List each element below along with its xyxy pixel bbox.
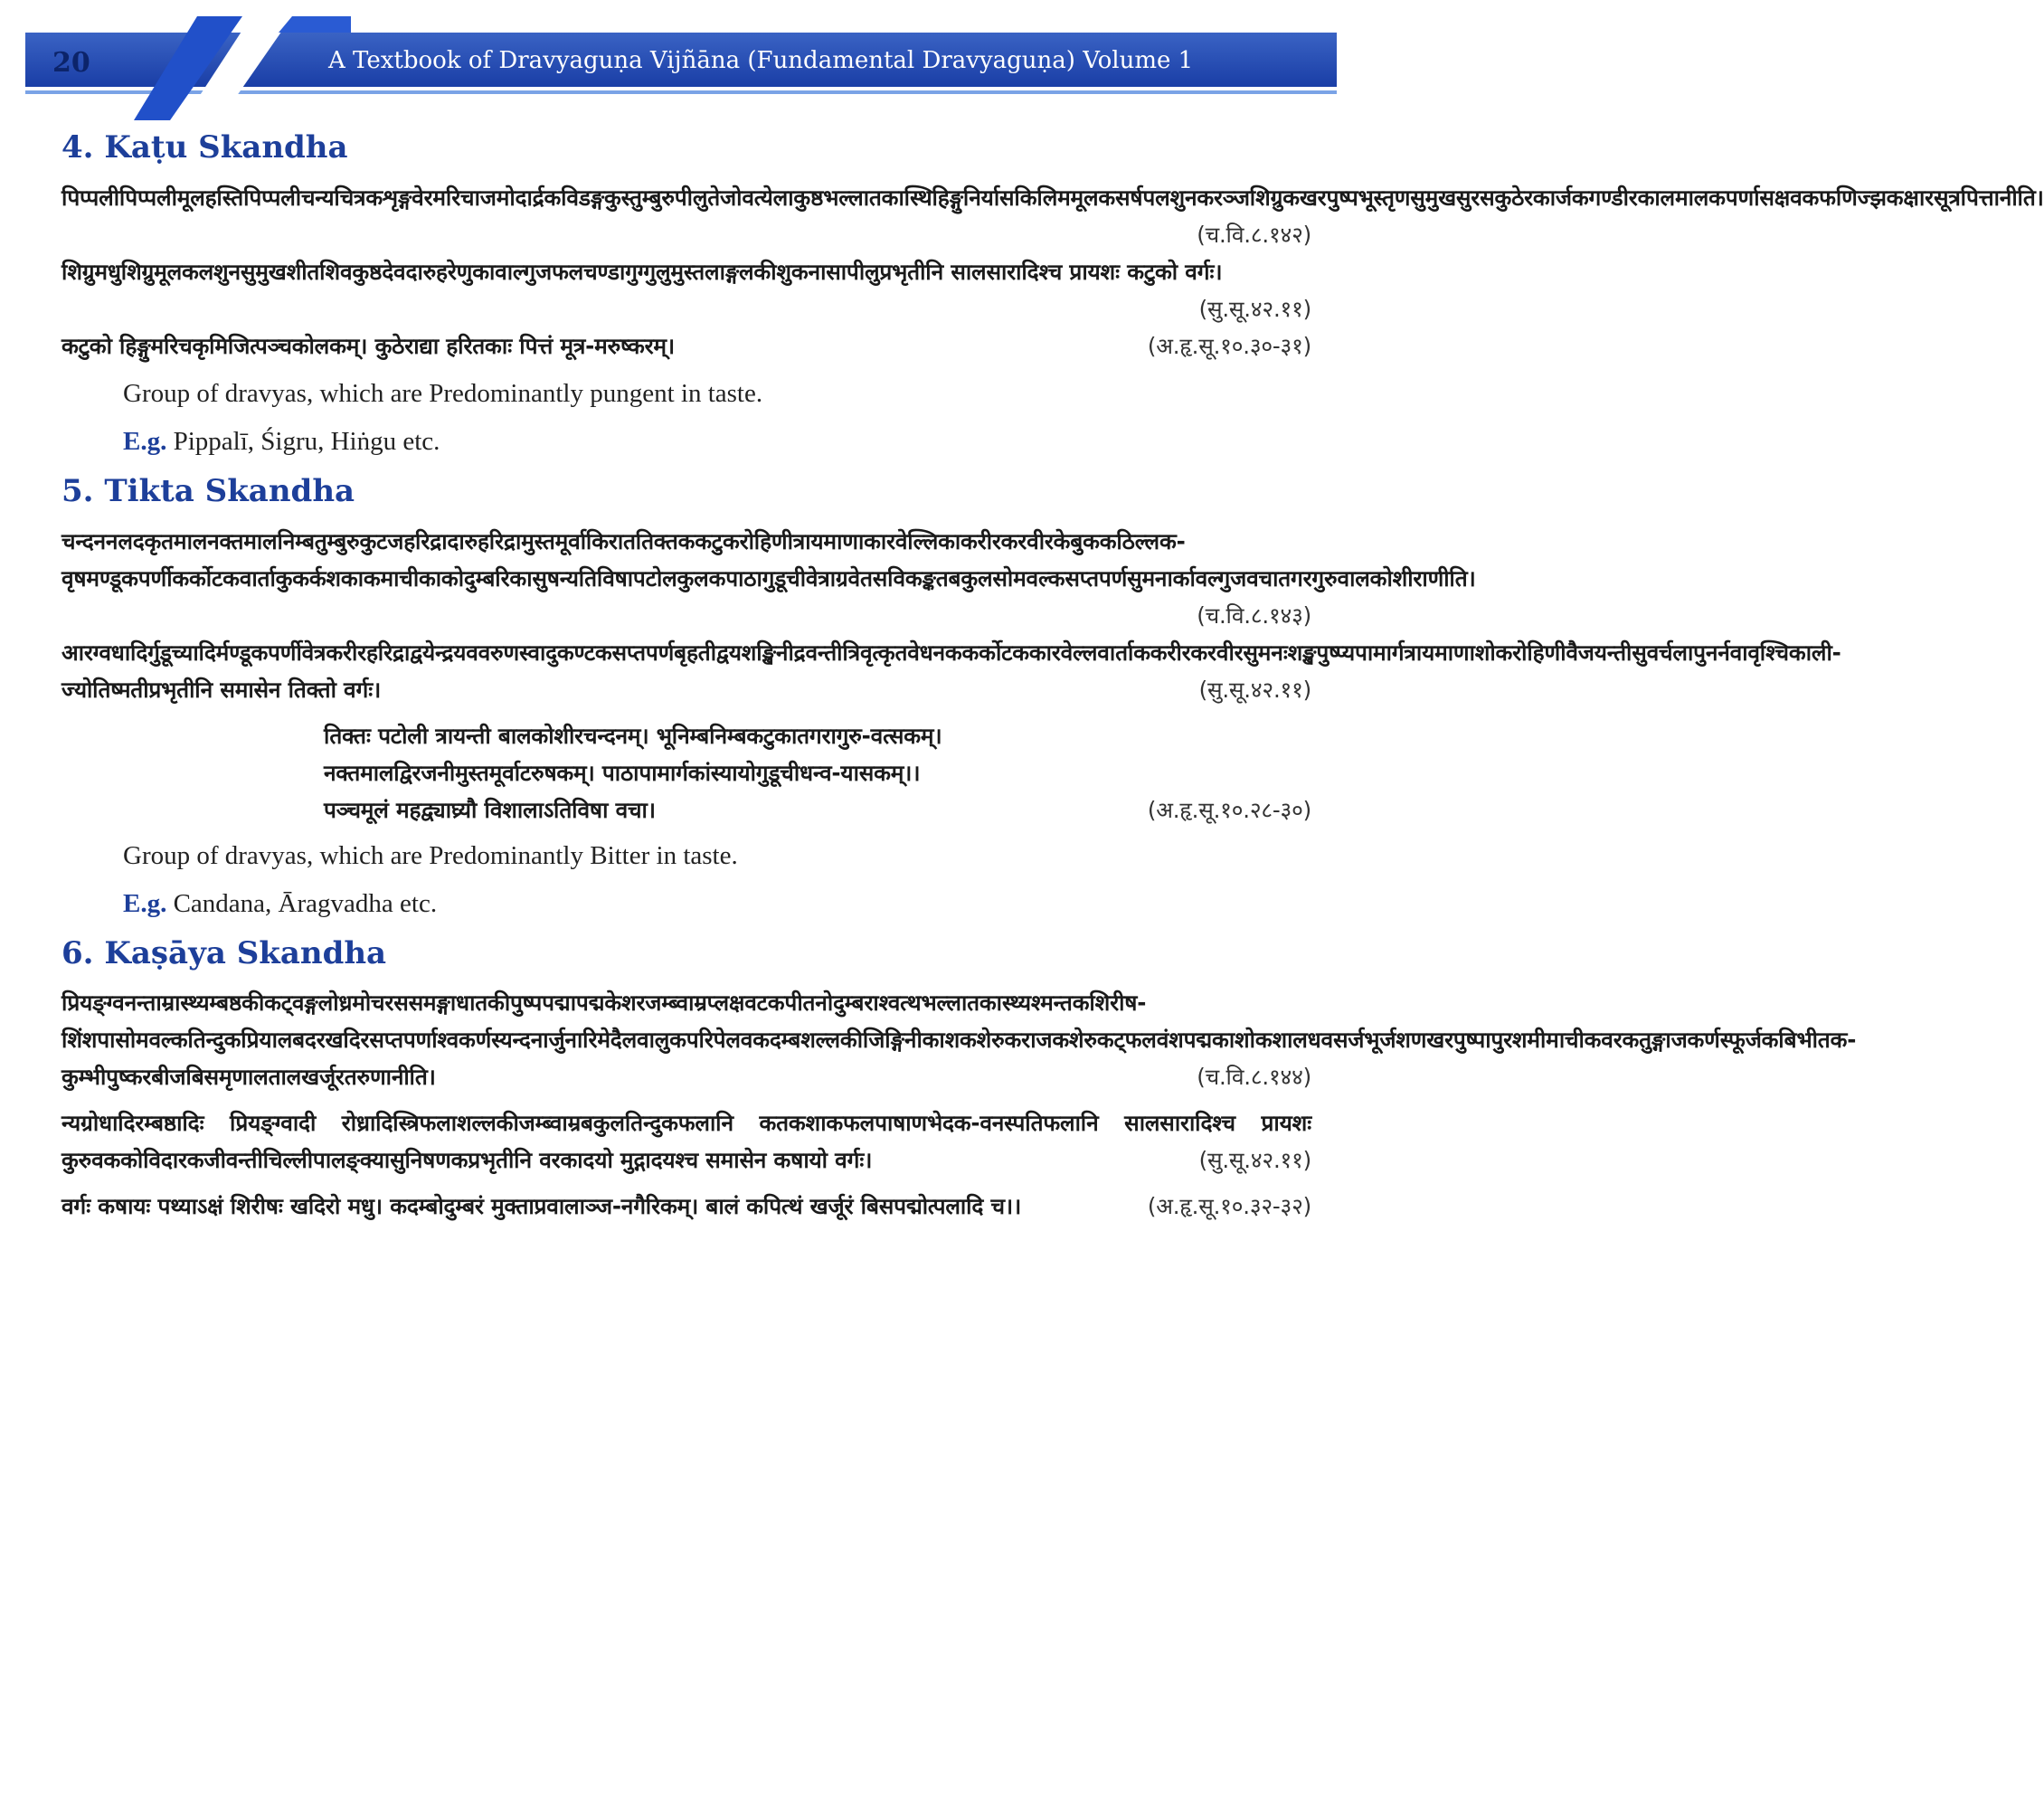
example-line bbox=[123, 889, 1311, 919]
section-heading: 4. Kaṭu Skandha bbox=[62, 129, 348, 166]
verse-line bbox=[324, 754, 1311, 791]
page-content bbox=[62, 129, 2044, 1234]
verse-text: नक्तमालद्विरजनीमुस्तमूर्वाटरुषकम्। पाठापामार्गकांस्यायोगुडूचीधन्व-यासकम्।। bbox=[324, 759, 921, 786]
verse-block bbox=[324, 717, 1311, 836]
section-heading: 5. Tikta Skandha bbox=[62, 472, 355, 509]
sanskrit-text: न्यग्रोधादिरम्बष्ठादिः प्रियङ्ग्वादी रोध्रादिस्त्रिफलाशल्लकीजम्ब्वाम्रबकुलतिन्दुकफलानि कतकशाकफलपाषाणभेदक-वनस्पतिफलानि सालसारादिश्च प्रायशः कुरुवककोविदारकजीवन्तीचिल्लीपालङ्क्यासुनिषणकप्रभृतीनि वरकादयो मुद्गादयश्च समासेन कषायो वर्गः। bbox=[62, 1110, 1311, 1174]
reference-citation: (सु.सू.४२.११) bbox=[1198, 1147, 1311, 1174]
reference-citation: (अ.हृ.सू.१०.३२-३२) bbox=[1147, 1193, 1311, 1220]
sanskrit-text: प्रियङ्ग्वनन्ताम्रास्थ्यम्बष्ठकीकट्वङ्गलोध्रमोचरससमङ्गाधातकीपुष्पपद्मापद्मकेशरजम्ब्वाम्रप्लक्षवटकपीतनोदुम्बराश्वत्थभल्लातकास्थ्यश्मन्तकशिरीष-शिंशपासोमवल्कतिन्दुकप्रियालबदरखदिरसप्तपर्णाश्वकर्णस्यन्दनार्जुनारिमेदैलवालुकपरिपेलवकदम्बशल्लकीजिङ्गिनीकाशकशेरुकराजकशेरुकट्फलवंशपद्मकाशोकशालधवसर्जभूर्जशणखरपुष्पापुरशमीमाचीकवरकतुङ्गाजकर्णस्फूर्जकबिभीतक-कुम्भीपुष्करबीजबिसमृणालतालखर्जूरतरुणानीति। bbox=[62, 990, 1857, 1091]
english-description: Group of dravyas, which are Predominantly pungent in taste. bbox=[123, 378, 763, 408]
example-line bbox=[123, 427, 1311, 457]
sanskrit-paragraph bbox=[62, 253, 1311, 322]
reference-citation: (अ.हृ.सू.१०.३०-३१) bbox=[1147, 332, 1311, 359]
reference-citation: (सु.सू.४२.११) bbox=[1198, 295, 1311, 322]
header-swoosh-decoration bbox=[134, 16, 351, 120]
sanskrit-text: वर्गः कषायः पथ्याऽक्षं शिरीषः खदिरो मधु। कदम्बोदुम्बरं मुक्ताप्रवालाञ्ज-नगैरिकम्। बालं कपित्थं खर्जूरं बिसपद्मोत्पलादि च।। bbox=[62, 1193, 1022, 1220]
reference-citation: (च.वि.८.१४२) bbox=[1197, 221, 1311, 248]
reference-citation: (सु.सू.४२.११) bbox=[1198, 676, 1311, 703]
verse-line bbox=[324, 717, 1311, 754]
sanskrit-paragraph bbox=[62, 984, 1857, 1095]
reference-citation: (अ.हृ.सू.१०.२८-३०) bbox=[1147, 796, 1311, 823]
section-kasaya-skandha bbox=[62, 934, 1857, 1235]
sanskrit-text: शिग्रुमधुशिग्रुमूलकलशुनसुमुखशीतशिवकुष्ठदेवदारुहरेणुकावाल्गुजफलचण्डागुग्गुलुमुस्तलाङ्गलकीशुकनासापीलुप्रभृतीनि सालसारादिश्च प्रायशः कटुको वर्गः। bbox=[62, 258, 1223, 285]
example-label: E.g. bbox=[123, 426, 167, 456]
example-label: E.g. bbox=[123, 888, 167, 918]
sanskrit-paragraph bbox=[62, 1104, 1311, 1179]
reference-citation: (च.वि.८.१४४) bbox=[1197, 1064, 1311, 1091]
sanskrit-paragraph bbox=[62, 327, 1311, 365]
verse-line bbox=[324, 791, 1311, 829]
section-katu-skandha bbox=[62, 129, 2044, 457]
sanskrit-text: आरग्वधादिर्गुडूच्यादिर्मण्डूकपर्णीवेत्रकरीरहरिद्राद्वयेन्द्रयववरुणस्वादुकण्टकसप्तपर्णबृहतीद्वयशङ्खिनीद्रवन्तीत्रिवृत्कृतवेधनककर्कोटककारवेल्लवार्ताककरीरकरवीरसुमनःशङ्खपुष्प्यपामार्गत्रायमाणाशोकरोहिणीवैजयन्तीसुवर्चलापुनर्नवावृश्चिकाली-ज्योतिष्मतीप्रभृतीनि समासेन तिक्तो वर्गः। bbox=[62, 639, 1841, 703]
sanskrit-text: चन्दननलदकृतमालनक्तमालनिम्बतुम्बुरुकुटजहरिद्रादारुहरिद्रामुस्तमूर्वाकिराततिक्तककटुकरोहिणीत्रायमाणाकारवेल्लिकाकरीरकरवीरकेबुककठिल्लक-वृषमण्डूकपर्णीकर्कोटकवार्ताकुकर्कशकाकमाचीकाकोदुम्बरिकासुषन्यतिविषापटोलकुलकपाठागुडूचीवेत्राग्रवेतसविकङ्कतबकुलसोमवल्कसप्तपर्णसुमनार्कावल्गुजवचातगरगुरुवालकोशीराणीति। bbox=[62, 527, 1476, 592]
sanskrit-paragraph bbox=[62, 634, 1841, 708]
section-tikta-skandha bbox=[62, 472, 1841, 919]
example-text: Candana, Āragvadha etc. bbox=[166, 888, 438, 918]
sanskrit-paragraph bbox=[62, 1188, 1311, 1225]
verse-text: तिक्तः पटोली त्रायन्ती बालकोशीरचन्दनम्। भूनिम्बनिम्बकटुकातगरागुरु-वत्सकम्। bbox=[324, 722, 942, 749]
english-description: Group of dravyas, which are Predominantly Bitter in taste. bbox=[123, 840, 738, 870]
reference-citation: (च.वि.८.१४३) bbox=[1197, 601, 1311, 629]
sanskrit-text: कटुको हिङ्गुमरिचकृमिजित्पञ्चकोलकम्। कुठेराद्या हरितकाः पित्तं मूत्र-मरुष्करम्। bbox=[62, 332, 675, 359]
sanskrit-paragraph bbox=[62, 523, 1476, 629]
sanskrit-paragraph bbox=[62, 179, 2044, 248]
header-title: A Textbook of Dravyaguṇa Vijñāna (Fundamental Dravyaguṇa) Volume 1 bbox=[328, 47, 1194, 74]
example-text: Pippalī, Śigru, Hiṅgu etc. bbox=[166, 426, 440, 456]
sanskrit-text: पिप्पलीपिप्पलीमूलहस्तिपिप्पलीचन्यचित्रकशृङ्गवेरमरिचाजमोदार्द्रकविडङ्गकुस्तुम्बुरुपीलुतेजोवत्येलाकुष्ठभल्लातकास्थिहिङ्गुनिर्यासकिलिममूलकसर्षपलशुनकरञ्जशिग्रुकखरपुष्पभूस्तृणसुमुखसुरसकुठेरकार्जकगण्डीरकालमालकपर्णासक्षवकफणिज्झकक्षारसूत्रपित्तानीति। bbox=[62, 184, 2044, 211]
page-header bbox=[25, 16, 1337, 102]
section-heading: 6. Kaṣāya Skandha bbox=[62, 934, 387, 971]
verse-text: पञ्चमूलं महद्व्याघ्र्यौ विशालाऽतिविषा वचा। bbox=[324, 796, 656, 823]
page-number: 20 bbox=[52, 47, 90, 79]
